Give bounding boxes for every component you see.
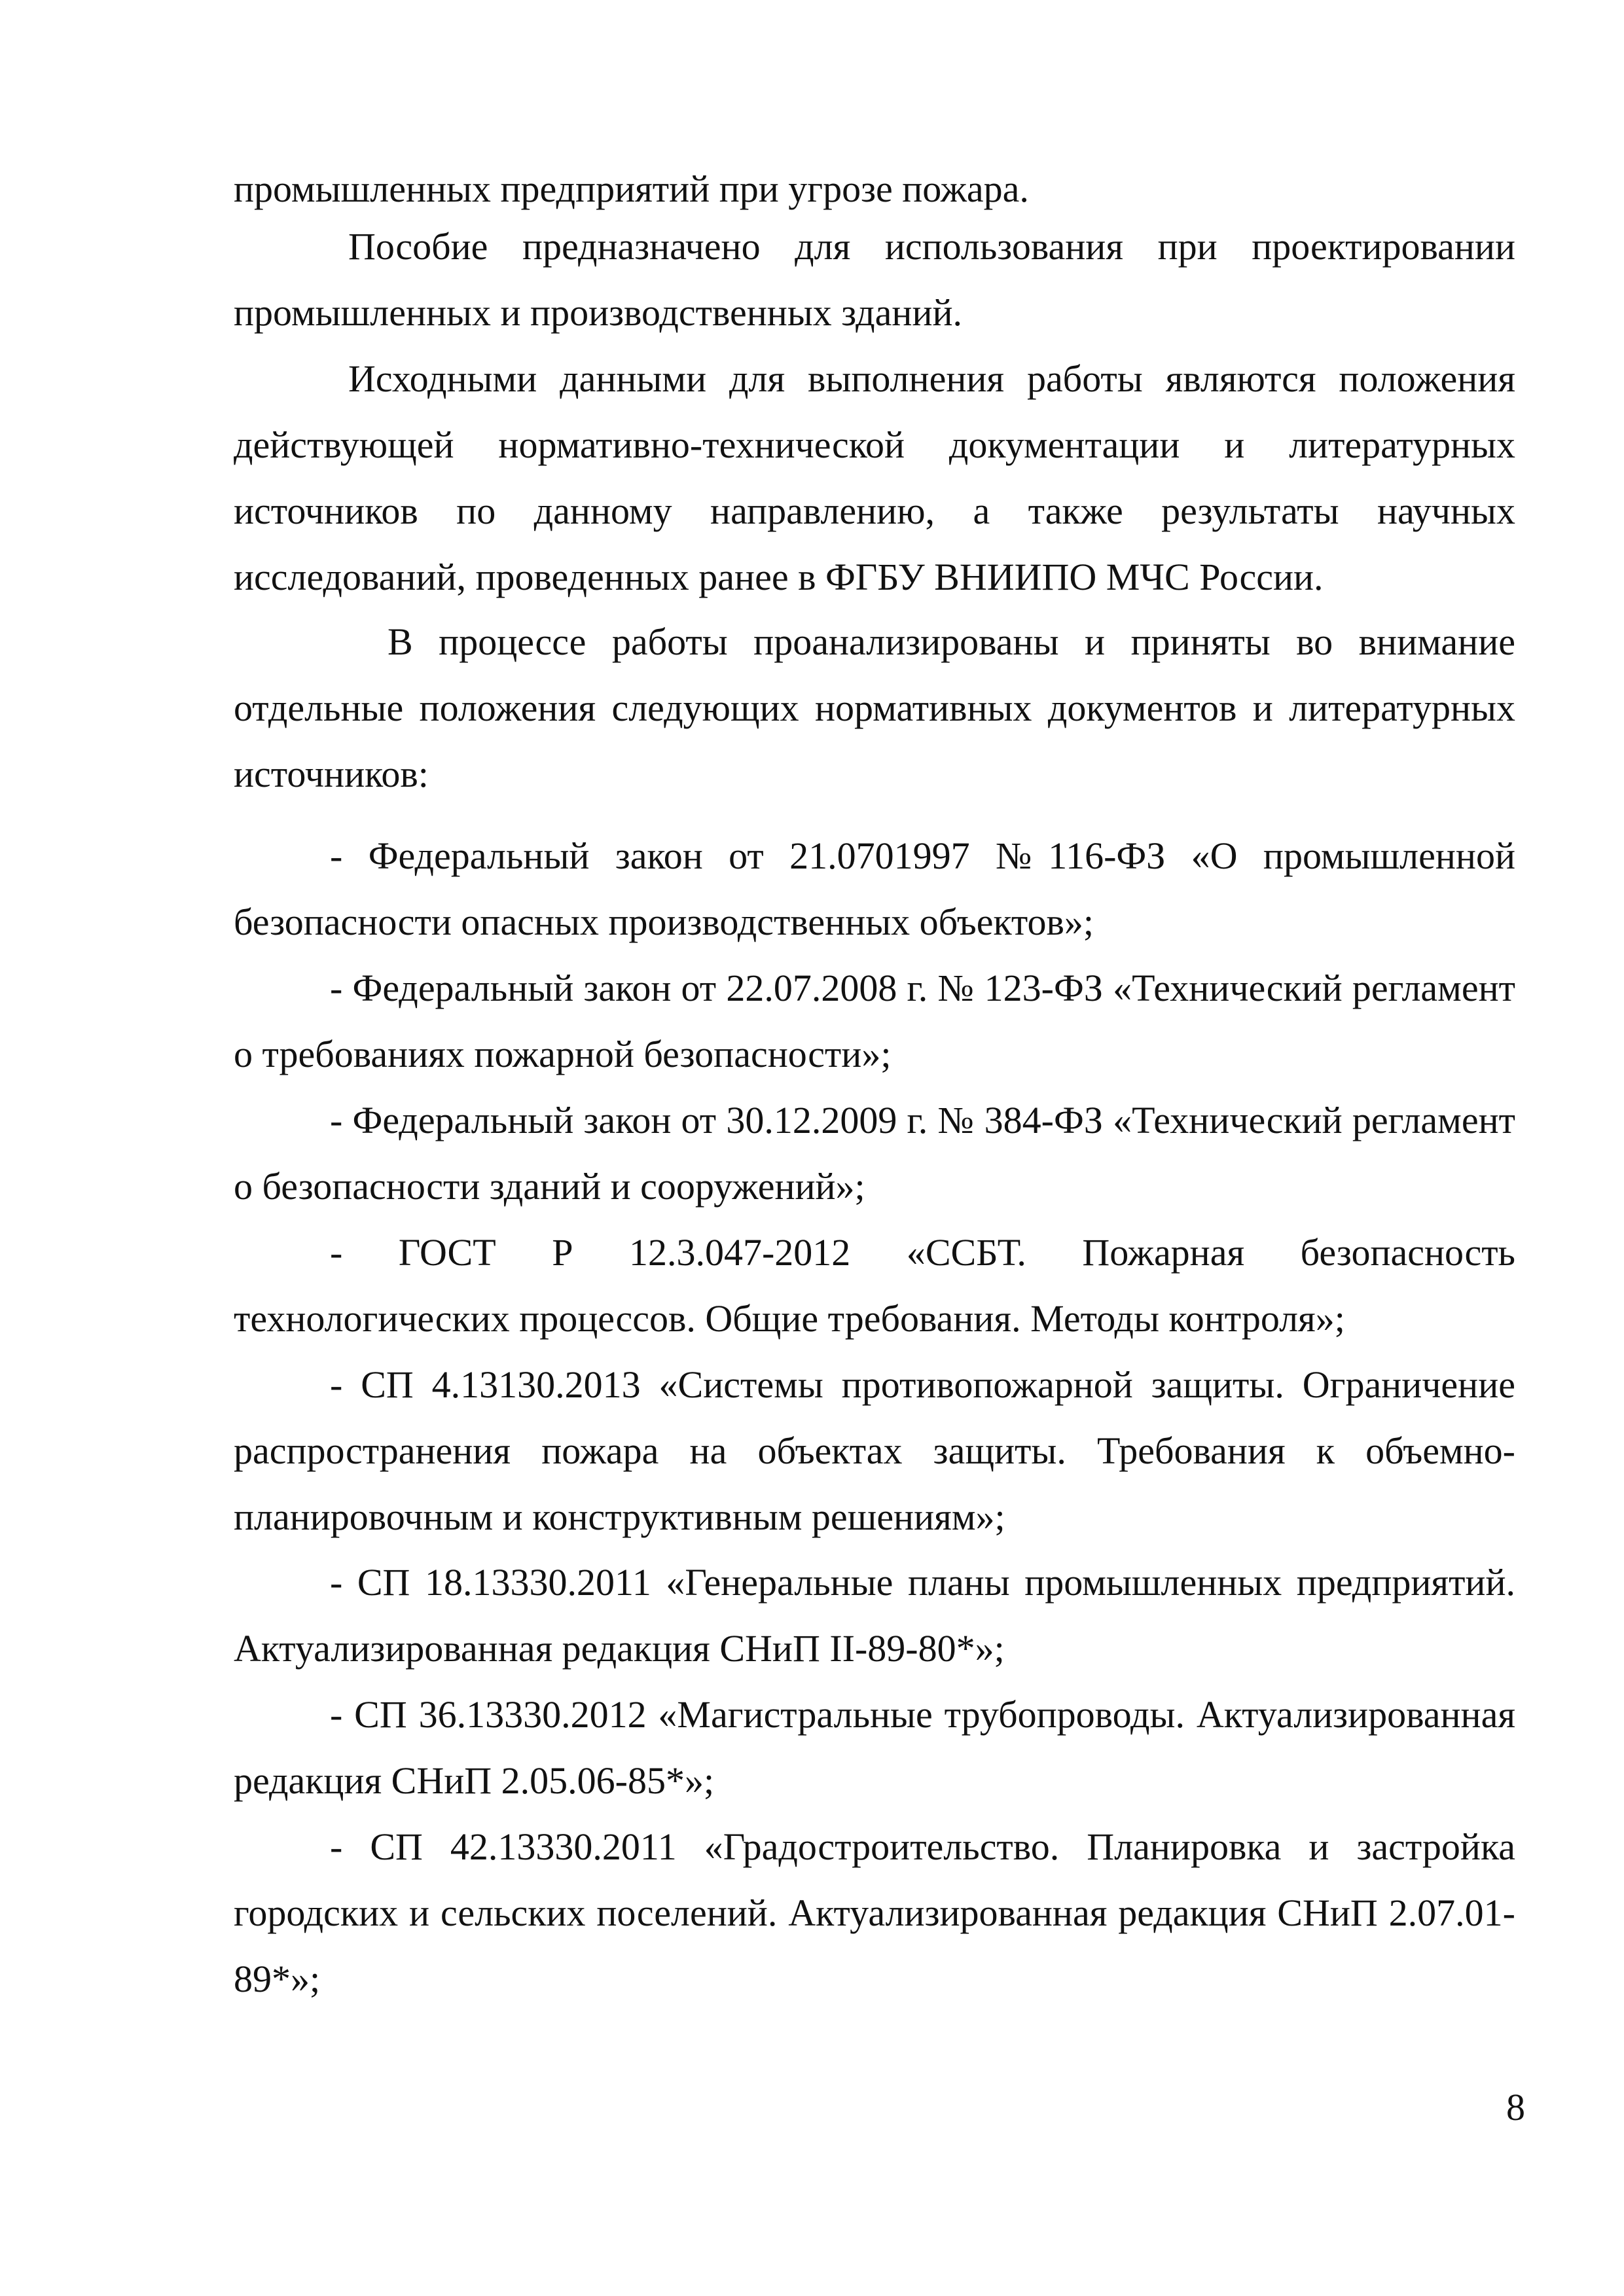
- list-item: - Федеральный закон от 30.12.2009 г. № 384-ФЗ «Технический регламент о безопасности зданий и сооружений»;: [234, 1099, 1515, 1208]
- list-item: - Федеральный закон от 21.0701997 №116-ФЗ «О промышленной безопасности опасных производственных объектов»;: [234, 834, 1515, 943]
- page-number: 8: [1506, 2086, 1525, 2128]
- list-item: - ГОСТ Р 12.3.047-2012 «ССБТ. Пожарная безопасность технологических процессов. Общие требования. Методы контроля»;: [234, 1231, 1515, 1340]
- list-item: - СП 36.13330.2012 «Магистральные трубопроводы. Актуализированная редакция СНиП 2.05.06-85*»;: [234, 1693, 1515, 1802]
- paragraph-purpose: Пособие предназначено для использования при проектировании промышленных и производственных зданий.: [234, 225, 1515, 334]
- paragraph-source-data: Исходными данными для выполнения работы являются положения действующей нормативно-технической документации и литературных источников по данному направлению, а также результаты научных исследований, проведенных ранее в ФГБУ ВНИИПО МЧС России.: [234, 357, 1515, 598]
- list-item: - СП 4.13130.2013 «Системы противопожарной защиты. Ограничение распространения пожара на объектах защиты. Требования к объемно-планировочным и конструктивным решениям»;: [234, 1363, 1515, 1538]
- paragraph-analyzed-documents: В процессе работы проанализированы и приняты во внимание отдельные положения следующих нормативных документов и литературных источников:: [234, 620, 1515, 795]
- list-item: - СП 18.13330.2011 «Генеральные планы промышленных предприятий. Актуализированная редакция СНиП II-89-80*»;: [234, 1561, 1515, 1670]
- list-item: - Федеральный закон от 22.07.2008 г. № 123-ФЗ «Технический регламент о требованиях пожарной безопасности»;: [234, 967, 1515, 1075]
- list-item: - СП 42.13330.2011 «Градостроительство. Планировка и застройка городских и сельских поселений. Актуализированная редакция СНиП 2.07.01-89*»;: [234, 1825, 1515, 2000]
- paragraph-intro-continuation: промышленных предприятий при угрозе пожара.: [234, 168, 1029, 210]
